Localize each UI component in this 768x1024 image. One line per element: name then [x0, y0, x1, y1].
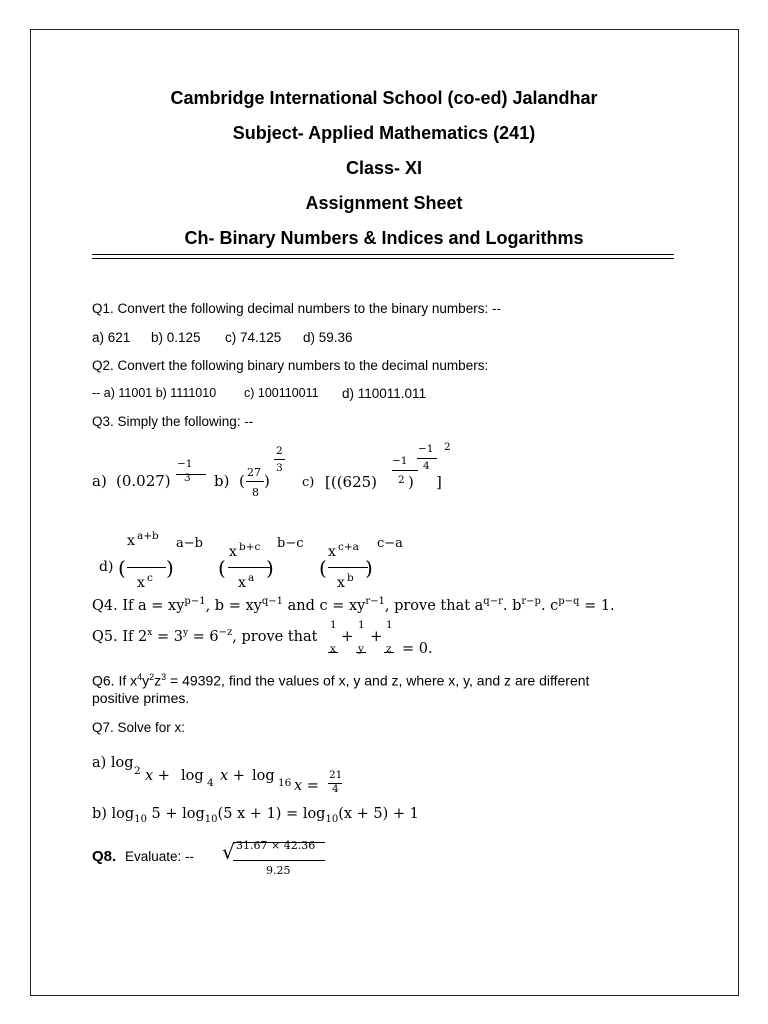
q5-exp-1: x	[147, 628, 153, 638]
q5-frac3-bar	[384, 652, 394, 653]
q3d3-power: c−a	[377, 536, 403, 551]
q3d2-paren-close: )	[266, 556, 274, 580]
q3b-num: 27	[247, 466, 261, 479]
q3d2-den-exp: a	[248, 572, 255, 584]
q7a-den: 4	[332, 783, 339, 795]
q8-denominator: 9.25	[266, 864, 291, 877]
q3c-label: c)	[302, 475, 315, 490]
q5-statement	[92, 627, 317, 645]
q6-part-2: y	[142, 672, 150, 689]
q1-text: Q1. Convert the following decimal numbers to the binary numbers: --	[92, 301, 501, 316]
q1-part-a: a) 621	[92, 330, 131, 345]
q7a-sub-3: 16	[278, 777, 292, 789]
q7b-sub-2: 10	[204, 813, 218, 825]
q6-statement	[92, 672, 589, 689]
q5-frac2-den: y	[358, 643, 364, 655]
q4-part-2: , b = xy	[205, 597, 262, 614]
q3c-e2-num: −1	[418, 443, 434, 455]
q3c-e2-den: 4	[423, 460, 430, 472]
q5-frac3-num: 1	[386, 619, 393, 631]
q4-part-4: , prove that a	[384, 597, 484, 614]
q7a-label: a) log	[92, 755, 134, 771]
q5-exp-3: −z	[218, 627, 233, 638]
q3d3-den: x	[337, 575, 345, 591]
q5-frac3-den: z	[386, 643, 392, 655]
q1-part-d: d) 59.36	[303, 330, 353, 345]
q7b-term-3: (x + 5) + 1	[338, 806, 419, 822]
q3d3-paren-open: (	[319, 556, 327, 580]
q5-plus-1: +	[341, 627, 354, 645]
q3a-exp-num: −1	[177, 458, 193, 470]
q3d2-den: x	[238, 575, 246, 591]
q3d3-paren-close: )	[365, 556, 373, 580]
q3d1-paren-close: )	[166, 556, 174, 580]
q7a-x-1: x +	[145, 768, 170, 784]
q5-part-2: = 3	[152, 628, 183, 645]
q3b-bar	[246, 481, 264, 482]
q3d2-num-exp: b+c	[239, 541, 261, 553]
q7a-log-3: log	[252, 768, 275, 784]
q3-text: Q3. Simply the following: --	[92, 414, 254, 429]
q3d-label: d)	[99, 559, 114, 575]
q8-label: Q8.	[92, 848, 117, 865]
q3d2-paren-open: (	[218, 556, 226, 580]
q3b-paren-open: (	[239, 472, 245, 490]
q6-part-3: z	[154, 672, 162, 689]
q7b-equation	[92, 806, 419, 825]
q7a-log-2: log	[181, 768, 204, 784]
q3c-close-bracket: ]	[436, 473, 442, 491]
q3d1-den: x	[137, 575, 145, 591]
header-rule-bottom	[92, 258, 674, 259]
q5-part-3: = 6	[188, 628, 219, 645]
q3d2-num: x	[229, 544, 237, 560]
q6-exp-2: 2	[149, 672, 155, 682]
q3c-e1-bar	[392, 470, 418, 471]
q8-radical-sign: √	[222, 840, 235, 864]
q8-text: Evaluate: --	[125, 849, 195, 864]
q7b-sub-1: 10	[134, 813, 147, 825]
q8-numerator: 31.67 × 42.36	[236, 839, 316, 852]
q3c-close-paren: )	[408, 473, 414, 491]
q4-exp-2: q−1	[261, 596, 283, 607]
q2-part-d: d) 110011.011	[342, 386, 427, 401]
q7a-num: 21	[329, 769, 343, 781]
q4-exp-3: r−1	[365, 596, 385, 607]
q4-exp-4: q−r	[483, 596, 503, 607]
class-title: Class- XI	[345, 158, 423, 178]
q5-end: = 0.	[402, 641, 433, 657]
q3d1-num-exp: a+b	[137, 530, 159, 542]
q5-part-4: , prove that	[232, 628, 318, 645]
q3b-exp-den: 3	[276, 462, 283, 474]
q3b-exp-num: 2	[276, 445, 283, 457]
q4-exp-1: p−1	[184, 596, 206, 607]
q7b-term-1: 5 + log	[146, 806, 205, 822]
q3b-label: b)	[214, 472, 230, 490]
header-rule-top	[92, 254, 674, 255]
subject-title: Subject- Applied Mathematics (241)	[232, 123, 536, 143]
q3d1-bar	[127, 567, 166, 568]
q5-plus-2: +	[370, 627, 383, 645]
q4-statement	[92, 596, 615, 614]
chapter-title: Ch- Binary Numbers & Indices and Logarithms	[184, 228, 584, 248]
q2-parts-ab: -- a) 11001 b) 1111010	[92, 386, 217, 400]
q7a-x-3: x =	[294, 778, 319, 794]
q4-exp-6: p−q	[558, 596, 580, 607]
q7b-label: b) log	[92, 806, 135, 822]
q6-exp-3: 3	[161, 672, 167, 682]
q5-frac1-num: 1	[330, 619, 337, 631]
q3c-open: [((625)	[325, 473, 378, 491]
q8-fraction-bar	[233, 860, 325, 861]
school-name: Cambridge International School (co-ed) Jalandhar	[170, 88, 598, 108]
sheet-title: Assignment Sheet	[305, 193, 463, 213]
q3c-e2-bar	[417, 458, 437, 459]
q3d3-num: x	[328, 544, 336, 560]
q3d1-num: x	[127, 533, 135, 549]
q6-part-4: = 49392, find the values of x, y and z, where x, y, and z are different	[166, 672, 590, 689]
q1-part-c: c) 74.125	[225, 330, 282, 345]
q4-part-1: Q4. If a = xy	[92, 597, 185, 614]
q3d1-paren-open: (	[118, 556, 126, 580]
q6-line-2: positive primes.	[92, 690, 190, 706]
q7-text: Q7. Solve for x:	[92, 720, 186, 735]
q2-text: Q2. Convert the following binary numbers to the decimal numbers:	[92, 358, 489, 373]
q3d1-den-exp: c	[147, 572, 153, 584]
q7a-x-2: x +	[220, 768, 245, 784]
q3a-exp-den: 3	[184, 472, 191, 484]
q4-part-3: and c = xy	[282, 597, 366, 614]
q7b-sub-3: 10	[325, 813, 339, 825]
q3a-base: (0.027)	[116, 472, 171, 490]
q3c-outer-exp: 2	[444, 441, 451, 453]
q5-part-1: Q5. If 2	[92, 628, 148, 645]
q6-exp-1: 4	[137, 672, 143, 682]
q1-part-b: b) 0.125	[151, 330, 201, 345]
q5-frac1-den: x	[330, 643, 336, 655]
q5-frac1-bar	[328, 652, 338, 653]
q2-part-c: c) 100110011	[244, 386, 319, 400]
q7a-sub-1: 2	[134, 765, 141, 777]
q3d2-power: b−c	[277, 536, 304, 551]
q3d3-num-exp: c+a	[338, 541, 359, 553]
q3d3-bar	[328, 567, 368, 568]
q3d3-den-exp: b	[347, 572, 354, 584]
q4-exp-5: r−p	[521, 596, 541, 607]
q4-part-7: = 1.	[579, 597, 615, 614]
q5-exp-2: y	[182, 628, 189, 638]
q4-part-5: . b	[502, 597, 522, 614]
q3c-e1-den: 2	[398, 474, 405, 486]
q3b-paren-close: )	[264, 472, 270, 490]
q5-frac2-num: 1	[358, 619, 365, 631]
q6-part-1: Q6. If x	[92, 672, 138, 689]
q4-part-6: . c	[540, 597, 559, 614]
q3a-label: a)	[92, 472, 107, 490]
q7a-sub-2: 4	[207, 777, 214, 789]
q3c-e1-num: −1	[392, 455, 408, 467]
q7b-term-2: (5 x + 1) = log	[217, 806, 326, 822]
q3d1-power: a−b	[176, 536, 203, 551]
q3d2-bar	[228, 567, 270, 568]
q3b-den: 8	[252, 486, 259, 499]
q3b-exp-bar	[274, 459, 285, 460]
q5-frac2-bar	[356, 652, 366, 653]
q3a-exp-bar	[176, 474, 206, 475]
